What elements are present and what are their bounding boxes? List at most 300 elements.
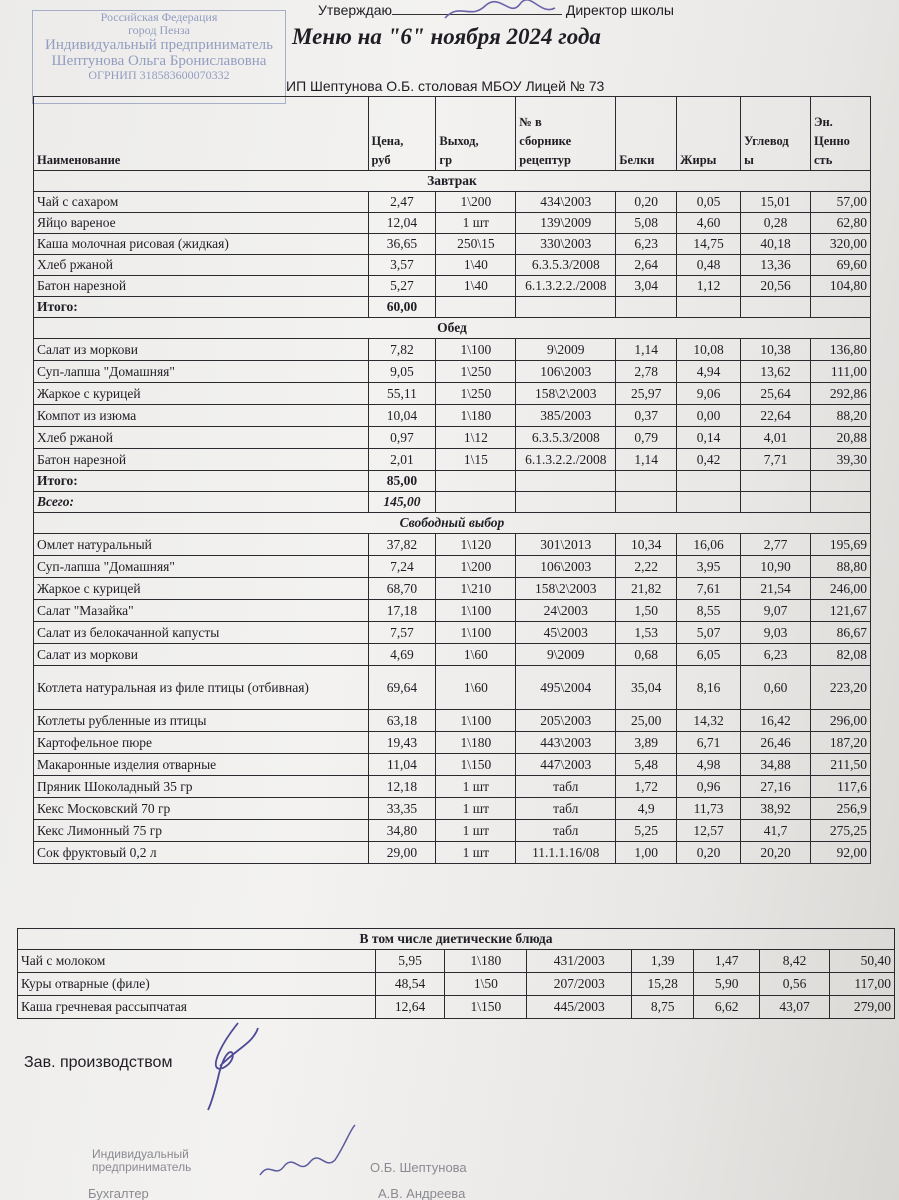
dish-recipe: 445/2003: [527, 996, 632, 1019]
dish-energy: 82,08: [811, 644, 871, 666]
dish-fat: 8,16: [677, 666, 741, 710]
dish-recipe: 301\2013: [516, 534, 616, 556]
dish-name: Кекс Московский 70 гр: [34, 798, 369, 820]
grand-total-empty: [616, 492, 677, 513]
dish-yield: 1 шт: [436, 798, 516, 820]
table-row: [34, 644, 871, 666]
dish-fat: 0,14: [677, 427, 741, 449]
dish-name: Омлет натуральный: [34, 534, 369, 556]
breakfast-total-empty: [811, 297, 871, 318]
dish-protein: 5,08: [616, 213, 677, 234]
ip-footer-label: [92, 1148, 191, 1174]
table-row: [34, 361, 871, 383]
dish-carbs: 10,38: [741, 339, 811, 361]
section-free: [34, 513, 871, 534]
dish-recipe: 330\2003: [516, 234, 616, 255]
dish-fat: 8,55: [677, 600, 741, 622]
dish-recipe: 9\2009: [516, 644, 616, 666]
table-row: [34, 339, 871, 361]
approve-label: Утверждаю: [318, 2, 392, 18]
dish-recipe: 9\2009: [516, 339, 616, 361]
dish-yield: 1\100: [436, 710, 516, 732]
dish-yield: 1\250: [436, 361, 516, 383]
breakfast-total-empty: [616, 297, 677, 318]
dish-price: 68,70: [368, 578, 436, 600]
table-row: [34, 622, 871, 644]
accountant-label: Бухгалтер: [88, 1186, 149, 1200]
dish-price: 37,82: [368, 534, 436, 556]
dish-price: 63,18: [368, 710, 436, 732]
grand-total: [34, 492, 871, 513]
dish-fat: 9,06: [677, 383, 741, 405]
col-price: Цена, руб: [368, 97, 436, 171]
dish-yield: 1\180: [436, 732, 516, 754]
ip-signature: [250, 1120, 360, 1190]
dish-protein: 1,39: [632, 950, 694, 973]
table-row: [34, 578, 871, 600]
dish-energy: 279,00: [830, 996, 895, 1019]
dish-name: Хлеб ржаной: [34, 427, 369, 449]
dish-price: 10,04: [368, 405, 436, 427]
dish-recipe: 106\2003: [516, 361, 616, 383]
dish-price: 12,18: [368, 776, 436, 798]
dish-energy: 39,30: [811, 449, 871, 471]
dish-yield: 1\12: [436, 427, 516, 449]
table-row: [34, 405, 871, 427]
table-row: [34, 213, 871, 234]
dish-yield: 1\200: [436, 192, 516, 213]
dish-recipe: табл: [516, 776, 616, 798]
dish-recipe: табл: [516, 798, 616, 820]
table-row: [34, 798, 871, 820]
dish-energy: 69,60: [811, 255, 871, 276]
dish-carbs: 0,60: [741, 666, 811, 710]
dish-name: Суп-лапша "Домашняя": [34, 556, 369, 578]
lunch-total-empty: [616, 471, 677, 492]
dish-yield: 1 шт: [436, 820, 516, 842]
breakfast-total: [34, 297, 871, 318]
dish-carbs: 41,7: [741, 820, 811, 842]
dish-energy: 62,80: [811, 213, 871, 234]
dish-name: Салат из моркови: [34, 339, 369, 361]
dish-carbs: 0,28: [741, 213, 811, 234]
lunch-total-empty: [741, 471, 811, 492]
dish-energy: 111,00: [811, 361, 871, 383]
dish-fat: 1,47: [694, 950, 760, 973]
dish-energy: 195,69: [811, 534, 871, 556]
dish-protein: 1,14: [616, 449, 677, 471]
section-diet: [18, 929, 895, 950]
table-row: [18, 973, 895, 996]
dish-yield: 1\180: [436, 405, 516, 427]
dish-price: 2,47: [368, 192, 436, 213]
dish-carbs: 21,54: [741, 578, 811, 600]
dish-energy: 117,00: [830, 973, 895, 996]
dish-energy: 92,00: [811, 842, 871, 864]
stamp-line-5: ОГРНИП 318583600070332: [88, 68, 230, 82]
table-row: [34, 842, 871, 864]
section-lunch: [34, 318, 871, 339]
dish-energy: 104,80: [811, 276, 871, 297]
dish-energy: 211,50: [811, 754, 871, 776]
section-breakfast-label: Завтрак: [34, 171, 871, 192]
dish-fat: 0,05: [677, 192, 741, 213]
dish-carbs: 27,16: [741, 776, 811, 798]
table-row: [34, 534, 871, 556]
dish-protein: 15,28: [632, 973, 694, 996]
dish-yield: 1\100: [436, 600, 516, 622]
table-row: [34, 276, 871, 297]
dish-carbs: 10,90: [741, 556, 811, 578]
dish-protein: 25,00: [616, 710, 677, 732]
table-row: [34, 556, 871, 578]
dish-carbs: 7,71: [741, 449, 811, 471]
dish-fat: 3,95: [677, 556, 741, 578]
grand-total-empty: [811, 492, 871, 513]
dish-recipe: 45\2003: [516, 622, 616, 644]
dish-protein: 25,97: [616, 383, 677, 405]
dish-carbs: 43,07: [760, 996, 830, 1019]
dish-name: Жаркое с курицей: [34, 578, 369, 600]
col-name: Наименование: [34, 97, 369, 171]
table-row: [34, 600, 871, 622]
dish-protein: 5,48: [616, 754, 677, 776]
dish-name: Чай с молоком: [18, 950, 376, 973]
dish-yield: 1 шт: [436, 776, 516, 798]
dish-energy: 20,88: [811, 427, 871, 449]
dish-yield: 1\210: [436, 578, 516, 600]
dish-protein: 0,20: [616, 192, 677, 213]
dish-protein: 1,50: [616, 600, 677, 622]
dish-yield: 1\250: [436, 383, 516, 405]
production-head-label: Зав. производством: [24, 1054, 173, 1071]
col-energy: Эн. Ценно сть: [811, 97, 871, 171]
dish-energy: 187,20: [811, 732, 871, 754]
dish-carbs: 16,42: [741, 710, 811, 732]
dish-recipe: 205\2003: [516, 710, 616, 732]
dish-fat: 0,20: [677, 842, 741, 864]
dish-energy: 86,67: [811, 622, 871, 644]
dish-recipe: 6.1.3.2.2./2008: [516, 276, 616, 297]
dish-carbs: 8,42: [760, 950, 830, 973]
table-row: [34, 427, 871, 449]
dish-fat: 11,73: [677, 798, 741, 820]
dish-name: Куры отварные (филе): [18, 973, 376, 996]
dish-yield: 1\150: [445, 996, 527, 1019]
dish-name: Жаркое с курицей: [34, 383, 369, 405]
dish-fat: 0,42: [677, 449, 741, 471]
dish-protein: 2,78: [616, 361, 677, 383]
dish-protein: 1,72: [616, 776, 677, 798]
dish-carbs: 9,07: [741, 600, 811, 622]
lunch-total-empty: [811, 471, 871, 492]
breakfast-total-empty: [516, 297, 616, 318]
dish-price: 12,64: [375, 996, 445, 1019]
dish-name: Салат "Мазайка": [34, 600, 369, 622]
dish-fat: 6,62: [694, 996, 760, 1019]
dish-price: 34,80: [368, 820, 436, 842]
dish-recipe: 434\2003: [516, 192, 616, 213]
dish-name: Каша молочная рисовая (жидкая): [34, 234, 369, 255]
dish-carbs: 13,62: [741, 361, 811, 383]
dish-price: 7,57: [368, 622, 436, 644]
dish-recipe: 495\2004: [516, 666, 616, 710]
dish-protein: 6,23: [616, 234, 677, 255]
dish-carbs: 34,88: [741, 754, 811, 776]
dish-fat: 5,90: [694, 973, 760, 996]
table-row: [34, 776, 871, 798]
dish-price: 36,65: [368, 234, 436, 255]
director-signature: [440, 0, 560, 22]
table-row: [34, 234, 871, 255]
dish-name: Суп-лапша "Домашняя": [34, 361, 369, 383]
dish-yield: 1\120: [436, 534, 516, 556]
dish-protein: 3,04: [616, 276, 677, 297]
dish-yield: 250\15: [436, 234, 516, 255]
table-row: [34, 255, 871, 276]
section-breakfast: [34, 171, 871, 192]
col-protein: Белки: [616, 97, 677, 171]
dish-fat: 0,48: [677, 255, 741, 276]
ip-name: О.Б. Шептунова: [370, 1160, 467, 1175]
dish-carbs: 4,01: [741, 427, 811, 449]
approve-role: Директор школы: [565, 2, 674, 18]
menu-table-main: [33, 96, 871, 864]
table-row: [34, 666, 871, 710]
dish-price: 9,05: [368, 361, 436, 383]
dish-protein: 2,64: [616, 255, 677, 276]
dish-yield: 1\50: [445, 973, 527, 996]
dish-recipe: 158\2\2003: [516, 383, 616, 405]
table-row: [34, 192, 871, 213]
dish-recipe: 447\2003: [516, 754, 616, 776]
dish-recipe: 106\2003: [516, 556, 616, 578]
dish-yield: 1\100: [436, 339, 516, 361]
dish-energy: 320,00: [811, 234, 871, 255]
stamp-line-3: Индивидуальный предприниматель: [45, 37, 273, 53]
dish-energy: 296,00: [811, 710, 871, 732]
dish-fat: 16,06: [677, 534, 741, 556]
dish-carbs: 6,23: [741, 644, 811, 666]
dish-name: Батон нарезной: [34, 449, 369, 471]
ip-label-line-1: Индивидуальный: [92, 1147, 189, 1161]
dish-yield: 1\40: [436, 276, 516, 297]
dish-price: 12,04: [368, 213, 436, 234]
table-row: [18, 950, 895, 973]
breakfast-total-price: 60,00: [368, 297, 436, 318]
dish-price: 4,69: [368, 644, 436, 666]
col-recipe: № в сборнике рецептур: [516, 97, 616, 171]
section-free-label: Свободный выбор: [34, 513, 871, 534]
dish-protein: 35,04: [616, 666, 677, 710]
production-head-signature: [198, 1018, 268, 1113]
dish-fat: 4,98: [677, 754, 741, 776]
dish-carbs: 13,36: [741, 255, 811, 276]
breakfast-total-empty: [677, 297, 741, 318]
grand-total-empty: [436, 492, 516, 513]
dish-price: 55,11: [368, 383, 436, 405]
dish-protein: 4,9: [616, 798, 677, 820]
dish-energy: 117,6: [811, 776, 871, 798]
dish-yield: 1\60: [436, 666, 516, 710]
ip-label-line-2: предприниматель: [92, 1160, 192, 1174]
dish-carbs: 22,64: [741, 405, 811, 427]
dish-yield: 1\150: [436, 754, 516, 776]
col-fat: Жиры: [677, 97, 741, 171]
dish-yield: 1 шт: [436, 842, 516, 864]
table-row: [34, 820, 871, 842]
dish-energy: 50,40: [830, 950, 895, 973]
dish-energy: 256,9: [811, 798, 871, 820]
lunch-total: [34, 471, 871, 492]
dish-name: Пряник Шоколадный 35 гр: [34, 776, 369, 798]
page-title: Меню на "6" ноября 2024 года: [292, 24, 601, 49]
dish-carbs: 38,92: [741, 798, 811, 820]
dish-fat: 7,61: [677, 578, 741, 600]
ip-stamp: [32, 10, 286, 104]
col-yield: Выход, гр: [436, 97, 516, 171]
dish-protein: 2,22: [616, 556, 677, 578]
dish-carbs: 40,18: [741, 234, 811, 255]
dish-energy: 136,80: [811, 339, 871, 361]
dish-yield: 1\180: [445, 950, 527, 973]
dish-fat: 14,75: [677, 234, 741, 255]
dish-price: 7,82: [368, 339, 436, 361]
dish-price: 2,01: [368, 449, 436, 471]
grand-total-price: 145,00: [368, 492, 436, 513]
dish-recipe: 6.3.5.3/2008: [516, 255, 616, 276]
dish-protein: 1,00: [616, 842, 677, 864]
dish-recipe: табл: [516, 820, 616, 842]
breakfast-total-empty: [436, 297, 516, 318]
dish-price: 29,00: [368, 842, 436, 864]
dish-name: Салат из моркови: [34, 644, 369, 666]
dish-fat: 10,08: [677, 339, 741, 361]
dish-price: 19,43: [368, 732, 436, 754]
section-diet-label: В том числе диетические блюда: [18, 929, 895, 950]
table-row: [18, 996, 895, 1019]
dish-recipe: 6.1.3.2.2./2008: [516, 449, 616, 471]
dish-recipe: 11.1.1.16/08: [516, 842, 616, 864]
dish-carbs: 20,56: [741, 276, 811, 297]
dish-fat: 4,94: [677, 361, 741, 383]
accountant-name: А.В. Андреева: [378, 1186, 466, 1200]
dish-fat: 1,12: [677, 276, 741, 297]
dish-recipe: 443\2003: [516, 732, 616, 754]
dish-name: Кекс Лимонный 75 гр: [34, 820, 369, 842]
stamp-line-1: Российская Федерация: [100, 10, 218, 24]
dish-carbs: 20,20: [741, 842, 811, 864]
dish-yield: 1\100: [436, 622, 516, 644]
breakfast-total-label: Итого:: [34, 297, 369, 318]
dish-energy: 57,00: [811, 192, 871, 213]
dish-fat: 4,60: [677, 213, 741, 234]
dish-price: 48,54: [375, 973, 445, 996]
dish-name: Компот из изюма: [34, 405, 369, 427]
menu-table-diet: [17, 928, 895, 1019]
dish-price: 33,35: [368, 798, 436, 820]
dish-carbs: 0,56: [760, 973, 830, 996]
dish-energy: 275,25: [811, 820, 871, 842]
table-row: [34, 710, 871, 732]
vendor-line: ИП Шептунова О.Б. столовая МБОУ Лицей № 73: [286, 78, 605, 94]
dish-name: Котлеты рубленные из птицы: [34, 710, 369, 732]
dish-carbs: 26,46: [741, 732, 811, 754]
dish-recipe: 24\2003: [516, 600, 616, 622]
dish-recipe: 6.3.5.3/2008: [516, 427, 616, 449]
dish-energy: 121,67: [811, 600, 871, 622]
dish-name: Салат из белокачанной капусты: [34, 622, 369, 644]
dish-fat: 12,57: [677, 820, 741, 842]
dish-fat: 0,96: [677, 776, 741, 798]
dish-yield: 1\60: [436, 644, 516, 666]
dish-recipe: 207/2003: [527, 973, 632, 996]
grand-total-empty: [516, 492, 616, 513]
dish-recipe: 385/2003: [516, 405, 616, 427]
dish-recipe: 139\2009: [516, 213, 616, 234]
table-row: [34, 732, 871, 754]
dish-protein: 10,34: [616, 534, 677, 556]
breakfast-total-empty: [741, 297, 811, 318]
dish-carbs: 2,77: [741, 534, 811, 556]
table-row: [34, 383, 871, 405]
dish-fat: 6,05: [677, 644, 741, 666]
dish-name: Яйцо вареное: [34, 213, 369, 234]
stamp-line-4: Шептунова Ольга Брониславовна: [51, 53, 267, 69]
dish-protein: 21,82: [616, 578, 677, 600]
table-row: [34, 449, 871, 471]
grand-total-empty: [677, 492, 741, 513]
dish-protein: 0,68: [616, 644, 677, 666]
dish-energy: 88,80: [811, 556, 871, 578]
dish-name: Батон нарезной: [34, 276, 369, 297]
dish-fat: 5,07: [677, 622, 741, 644]
lunch-total-price: 85,00: [368, 471, 436, 492]
dish-carbs: 25,64: [741, 383, 811, 405]
table-row: [34, 754, 871, 776]
dish-name: Котлета натуральная из филе птицы (отбивная): [34, 666, 369, 710]
dish-energy: 246,00: [811, 578, 871, 600]
stamp-line-2: город Пенза: [128, 23, 190, 37]
dish-protein: 0,79: [616, 427, 677, 449]
grand-total-empty: [741, 492, 811, 513]
dish-yield: 1\40: [436, 255, 516, 276]
dish-name: Чай с сахаром: [34, 192, 369, 213]
dish-price: 3,57: [368, 255, 436, 276]
dish-fat: 6,71: [677, 732, 741, 754]
dish-name: Сок фруктовый 0,2 л: [34, 842, 369, 864]
dish-price: 69,64: [368, 666, 436, 710]
dish-protein: 1,14: [616, 339, 677, 361]
dish-price: 11,04: [368, 754, 436, 776]
dish-energy: 292,86: [811, 383, 871, 405]
dish-price: 0,97: [368, 427, 436, 449]
dish-energy: 88,20: [811, 405, 871, 427]
dish-yield: 1\200: [436, 556, 516, 578]
dish-fat: 14,32: [677, 710, 741, 732]
dish-protein: 1,53: [616, 622, 677, 644]
dish-energy: 223,20: [811, 666, 871, 710]
dish-name: Макаронные изделия отварные: [34, 754, 369, 776]
dish-price: 5,27: [368, 276, 436, 297]
dish-carbs: 15,01: [741, 192, 811, 213]
col-carbs: Углевод ы: [741, 97, 811, 171]
lunch-total-empty: [516, 471, 616, 492]
dish-price: 17,18: [368, 600, 436, 622]
dish-name: Каша гречневая рассыпчатая: [18, 996, 376, 1019]
section-lunch-label: Обед: [34, 318, 871, 339]
dish-protein: 0,37: [616, 405, 677, 427]
